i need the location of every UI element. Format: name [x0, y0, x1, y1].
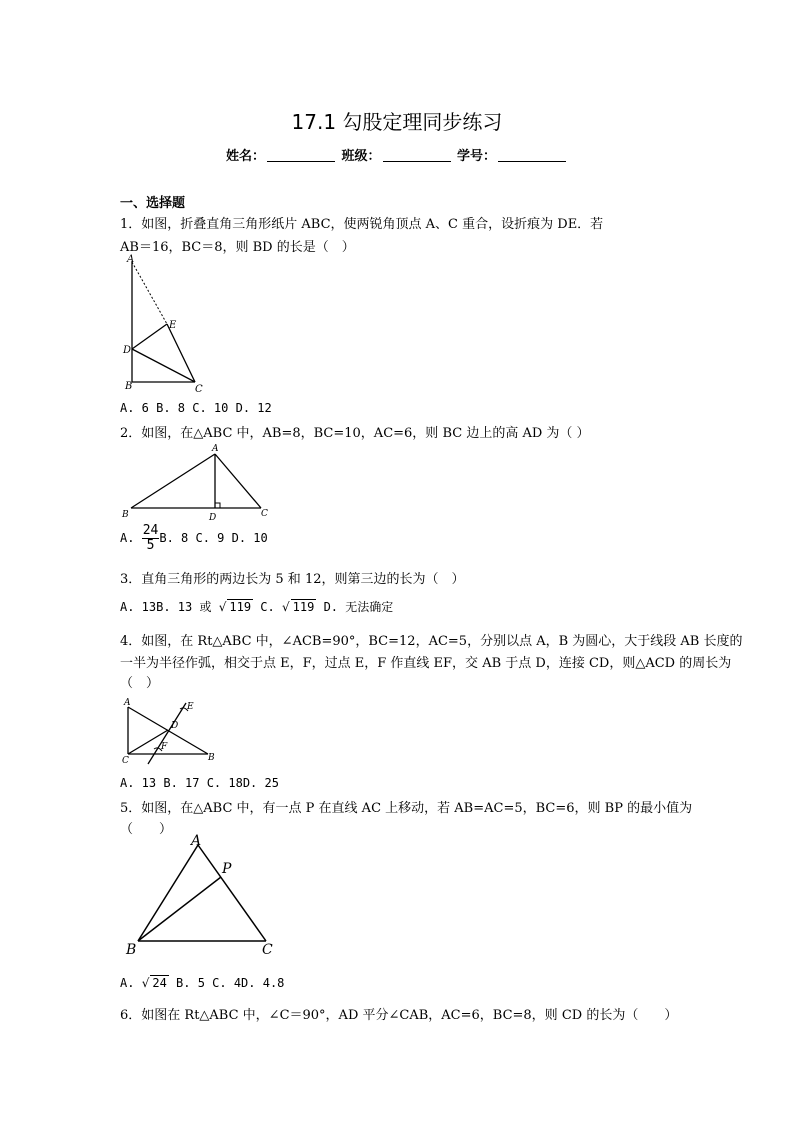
q2-label-b: B — [122, 510, 129, 520]
name-blank[interactable] — [267, 161, 335, 162]
name-label: 姓名： — [225, 149, 265, 164]
q2-options — [120, 524, 268, 553]
q3-opt-ab: A. 13B. 13 或 — [120, 600, 212, 614]
q4-figure — [118, 697, 228, 772]
q5-label-p: P — [222, 861, 232, 877]
q1-label-d: D — [123, 345, 132, 356]
id-blank[interactable] — [498, 161, 566, 162]
q3-opt-d: D. 无法确定 — [323, 600, 394, 614]
q2-figure — [118, 444, 278, 523]
q3-sqrt-2: 119 — [292, 600, 315, 614]
q3-sqrt-1: 119 — [229, 600, 252, 614]
q4-label-e: E — [187, 702, 194, 712]
q4-line1: 4．如图，在 Rt△ABC 中，∠ACB=90°，BC=12，AC=5，分别以点 A，B 为圆心，大于线段 AB 长度的 — [120, 634, 743, 649]
id-label: 学号： — [457, 149, 497, 164]
q2-label-a: A — [212, 444, 219, 454]
q5-label-a: A — [191, 833, 202, 849]
q2-opt-rest: B. 8 C. 9 D. 10 — [159, 531, 268, 545]
q2-label-c: C — [261, 509, 268, 519]
q4-label-f: F — [161, 742, 168, 752]
q6-line1: 6．如图在 Rt△ABC 中，∠C＝90°，AD 平分∠CAB，AC=6，BC=8，则 CD 的长为（ ） — [120, 1008, 678, 1023]
class-blank[interactable] — [383, 161, 451, 162]
q4-options: A. 13 B. 17 C. 18D. 25 — [120, 776, 279, 790]
q1-figure — [118, 252, 218, 397]
q5-label-b: B — [126, 942, 137, 958]
q2-frac-den: 5 — [146, 538, 155, 553]
q2-opt-a: A. — [120, 531, 135, 545]
q1-label-e: E — [169, 320, 177, 331]
q1-line1: 1．如图，折叠直角三角形纸片 ABC，使两锐角顶点 A、C 重合，设折痕为 DE．若 — [120, 217, 604, 232]
q1-options: A. 6 B. 8 C. 10 D. 12 — [120, 401, 272, 415]
q4-label-c: C — [122, 756, 129, 766]
q4-label-d: D — [171, 721, 179, 731]
q5-figure — [118, 835, 288, 965]
q1-line2: AB＝16，BC＝8，则 BD 的长是（ ） — [120, 240, 355, 255]
q5-opt-rest: B. 5 C. 4D. 4.8 — [176, 976, 285, 990]
q2-label-d: D — [209, 513, 217, 523]
q4-line3: （ ） — [120, 676, 160, 691]
q2-line1: 2．如图，在△ABC 中，AB=8，BC=10，AC=6，则 BC 边上的高 AD 为（ ） — [120, 426, 590, 441]
q5-sqrt: 24 — [152, 976, 167, 990]
class-label: 班级： — [341, 149, 381, 164]
q1-label-b: B — [125, 381, 133, 392]
q5-line1: 5．如图，在△ABC 中，有一点 P 在直线 AC 上移动，若 AB=AC=5，BC=6，则 BP 的最小值为 — [120, 801, 693, 816]
q2-frac-num: 24 — [142, 523, 159, 538]
student-info — [0, 145, 794, 164]
q3-opt-c: C. — [260, 600, 275, 614]
q1-label-c: C — [195, 384, 203, 395]
q4-label-a: A — [124, 698, 131, 708]
q1-label-a: A — [127, 254, 135, 265]
page-title: 17.1 勾股定理同步练习 — [291, 110, 503, 134]
q2-fraction — [142, 524, 160, 553]
q3-line1: 3．直角三角形的两边长为 5 和 12，则第三边的长为（ ） — [120, 572, 465, 587]
q3-options: A. 13B. 13 或 √ 119 C. √ 119 D. 无法确定 — [120, 600, 394, 614]
q5-opt-a: A. — [120, 976, 135, 990]
q4-label-b: B — [208, 753, 215, 763]
q4-line2: 一半为半径作弧，相交于点 E，F，过点 E，F 作直线 EF，交 AB 于点 D，连接 CD，则△ACD 的周长为 — [120, 656, 732, 671]
q5-label-c: C — [262, 942, 273, 958]
q5-line2: （ ） — [120, 822, 173, 837]
section-heading: 一、选择题 — [120, 196, 186, 211]
q5-options: A. √ 24 B. 5 C. 4D. 4.8 — [120, 976, 285, 990]
